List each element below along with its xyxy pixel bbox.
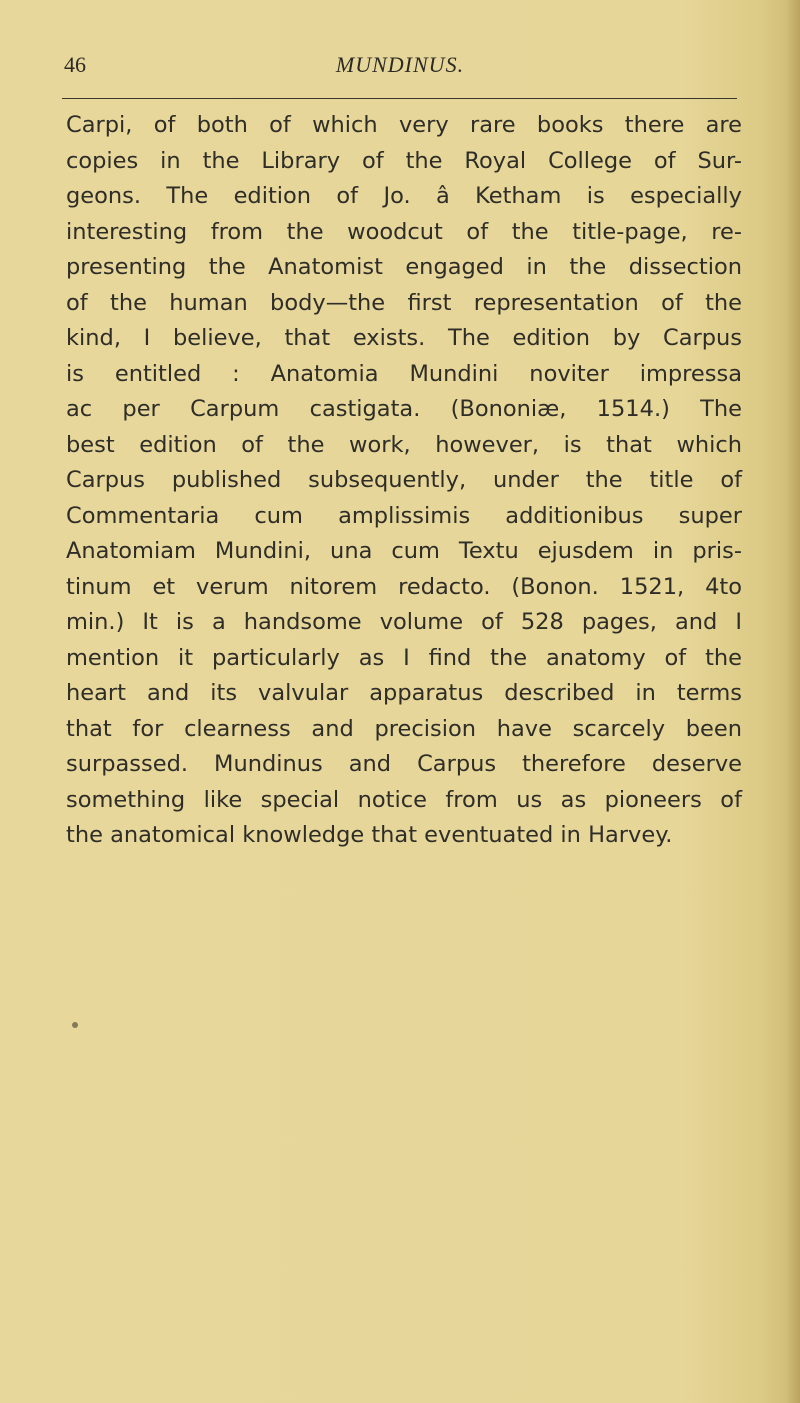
header-rule — [62, 98, 737, 99]
text-line: the anatomical knowledge that eventuated in Harvey. — [66, 822, 673, 848]
text-line: of the human body—the first representation of the — [66, 289, 742, 316]
text-line: geons. The edition of Jo. â Ketham is especially — [66, 183, 742, 209]
text-line: Anatomiam Mundini, una cum Textu ejusdem in pris- — [66, 538, 742, 564]
text-line: Carpus published subsequently, under the title of — [66, 467, 742, 493]
text-line: kind, I believe, that exists. The edition by Carpus — [66, 325, 742, 351]
body-paragraph — [66, 108, 742, 854]
text-line: surpassed. Mundinus and Carpus therefore deserve — [66, 751, 742, 777]
text-line: Carpi, of both of which very rare books there are — [66, 112, 742, 138]
text-line: interesting from the woodcut of the title-page, re- — [66, 218, 742, 245]
text-line: is entitled : Anatomia Mundini noviter impressa — [66, 360, 742, 387]
text-line: ac per Carpum castigata. (Bononiæ, 1514.) The — [66, 396, 742, 422]
text-line: something like special notice from us as pioneers of — [66, 786, 742, 813]
text-line: copies in the Library of the Royal College of Sur- — [66, 147, 742, 174]
text-line: presenting the Anatomist engaged in the dissection — [66, 254, 742, 280]
ink-speck — [72, 1022, 78, 1028]
running-head: MUNDINUS. — [335, 52, 465, 77]
text-line: heart and its valvular apparatus described in terms — [66, 680, 742, 706]
text-line: mention it particularly as I find the anatomy of the — [66, 644, 742, 671]
text-line: best edition of the work, however, is that which — [66, 431, 742, 458]
text-line: min.) It is a handsome volume of 528 pages, and I — [66, 609, 742, 635]
page-header — [64, 48, 736, 88]
text-line: Commentaria cum amplissimis additionibus super — [66, 502, 742, 529]
page-edge-shadow — [786, 0, 800, 1403]
text-line: tinum et verum nitorem redacto. (Bonon. 1521, 4to — [66, 573, 742, 600]
text-line: that for clearness and precision have scarcely been — [66, 715, 742, 742]
page-number: 46 — [64, 52, 86, 77]
